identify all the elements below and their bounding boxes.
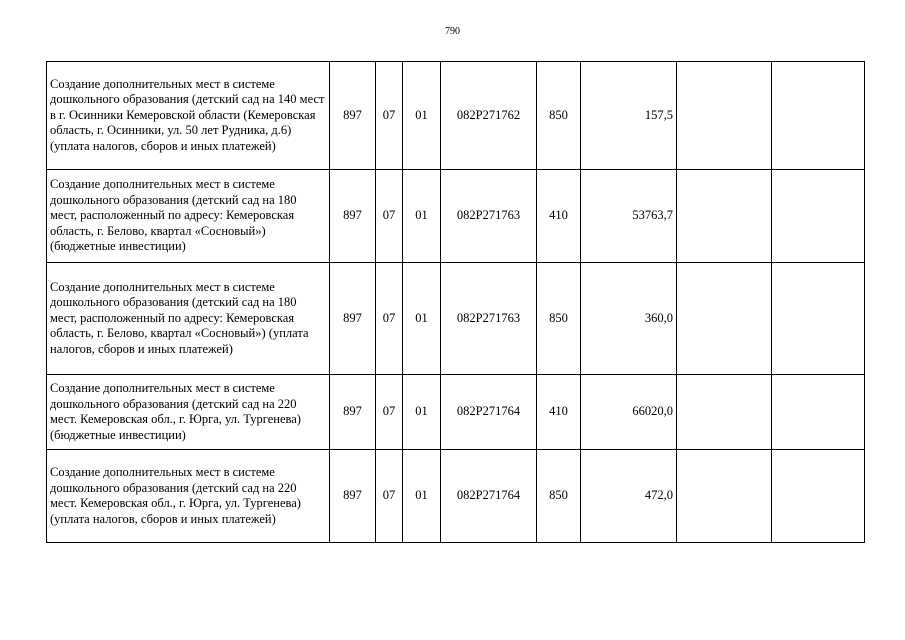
description-cell: Создание дополнительных мест в системе дошкольного образования (детский сад на 180 мест, расположенный по адресу: Кемеровская область, г. Белово, квартал «Сосновый») (бюджетные инвестиции) <box>47 170 330 263</box>
amount-cell: 360,0 <box>581 263 677 375</box>
ministry-code-cell: 897 <box>330 170 376 263</box>
target-article-cell: 082P271763 <box>441 263 537 375</box>
amount-cell: 157,5 <box>581 62 677 170</box>
empty-cell <box>677 62 772 170</box>
ministry-code-cell: 897 <box>330 450 376 543</box>
table-row <box>47 263 865 375</box>
expense-type-cell: 410 <box>537 375 581 450</box>
section-code-cell: 07 <box>376 450 403 543</box>
section-code-cell: 07 <box>376 170 403 263</box>
table-row <box>47 170 865 263</box>
table-row <box>47 62 865 170</box>
target-article-cell: 082P271764 <box>441 450 537 543</box>
empty-cell <box>677 263 772 375</box>
table-row <box>47 450 865 543</box>
empty-cell <box>772 62 865 170</box>
subsection-code-cell: 01 <box>403 62 441 170</box>
amount-cell: 53763,7 <box>581 170 677 263</box>
description-cell: Создание дополнительных мест в системе дошкольного образования (детский сад на 180 мест, расположенный по адресу: Кемеровская область, г. Белово, квартал «Сосновый») (уплата налогов, сборов и иных платежей) <box>47 263 330 375</box>
target-article-cell: 082P271763 <box>441 170 537 263</box>
table-row <box>47 375 865 450</box>
target-article-cell: 082P271762 <box>441 62 537 170</box>
empty-cell <box>677 450 772 543</box>
section-code-cell: 07 <box>376 375 403 450</box>
empty-cell <box>772 375 865 450</box>
amount-cell: 66020,0 <box>581 375 677 450</box>
description-cell: Создание дополнительных мест в системе дошкольного образования (детский сад на 140 мест в г. Осинники Кемеровской области (Кемеровская область, г. Осинники, ул. 50 лет Рудника, д.6) (уплата налогов, сборов и иных платежей) <box>47 62 330 170</box>
subsection-code-cell: 01 <box>403 375 441 450</box>
page-number: 790 <box>445 26 460 37</box>
description-cell: Создание дополнительных мест в системе дошкольного образования (детский сад на 220 мест. Кемеровская обл., г. Юрга, ул. Тургенева) (бюджетные инвестиции) <box>47 375 330 450</box>
subsection-code-cell: 01 <box>403 263 441 375</box>
expense-type-cell: 850 <box>537 263 581 375</box>
amount-cell: 472,0 <box>581 450 677 543</box>
ministry-code-cell: 897 <box>330 263 376 375</box>
description-cell: Создание дополнительных мест в системе дошкольного образования (детский сад на 220 мест. Кемеровская обл., г. Юрга, ул. Тургенева) (уплата налогов, сборов и иных платежей) <box>47 450 330 543</box>
section-code-cell: 07 <box>376 62 403 170</box>
empty-cell <box>772 263 865 375</box>
subsection-code-cell: 01 <box>403 170 441 263</box>
expense-type-cell: 850 <box>537 62 581 170</box>
target-article-cell: 082P271764 <box>441 375 537 450</box>
empty-cell <box>677 170 772 263</box>
empty-cell <box>677 375 772 450</box>
subsection-code-cell: 01 <box>403 450 441 543</box>
ministry-code-cell: 897 <box>330 62 376 170</box>
budget-table <box>46 61 865 543</box>
empty-cell <box>772 170 865 263</box>
expense-type-cell: 850 <box>537 450 581 543</box>
expense-type-cell: 410 <box>537 170 581 263</box>
ministry-code-cell: 897 <box>330 375 376 450</box>
section-code-cell: 07 <box>376 263 403 375</box>
empty-cell <box>772 450 865 543</box>
